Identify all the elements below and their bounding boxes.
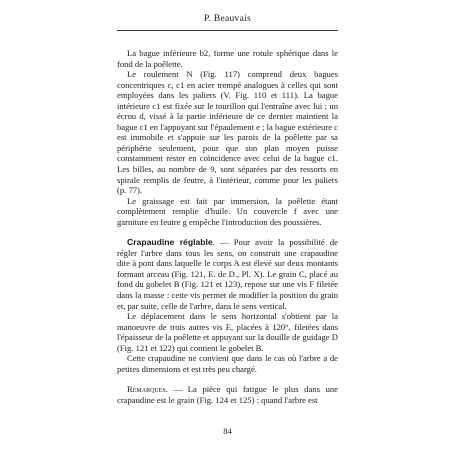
paragraph-bague: La bague inférieure b2, forme une rotule sphérique dans le fond de la poêlette. xyxy=(117,48,338,69)
paragraph-crapaudine xyxy=(117,237,338,311)
running-header: P. Beauvais xyxy=(203,14,252,24)
run-in-heading: Crapaudine réglable xyxy=(127,237,213,248)
text-body xyxy=(117,48,338,406)
paragraph-crapaudine-text: . — Pour avoir la possibilité de régler l'arbre dans tous les sens, on construit une crapaudine dite à pont dans laquelle le corps A est élevé sur deux montants formant arceau (Fig. 121, E. de D., Pl. X). Le grain C, placé au fond du gobelet B (Fig. 121 et 123), repose sur une vis F filetée dans la masse : cette vis permet de modifier la position du grain et, par suite, celle de l'arbre, dans le sens vertical. xyxy=(117,237,339,311)
header-rule xyxy=(117,30,338,31)
paragraph-remarques xyxy=(117,384,338,405)
paragraph-graissage: Le graissage est fait par immersion, la poêlette étant complètement remplie d'huile. Un couvercle f avec une garniture en feutre g empêche l'introduction des poussières. xyxy=(117,195,338,227)
page-number: 84 xyxy=(223,426,232,436)
paragraph-roulement: Le roulement N (Fig. 117) comprend deux bagues concentriques c, c1 en acier trempé analogues à celles qui sont employées dans les paliers (V. Fig. 110 et 111). La bague intérieure c1 est fixée sur le tourillon qui l'entraîne avec lui ; un écrou d, vissé à la partie inférieure de ce dernier maintient la bague c1 en l'appuyant sur l'épaulement e ; la bague extérieure c est immobile et s'appuie sur les parois de la poêlette par sa périphérie seulement, pour que son plan moyen puisse constamment rester en coïncidence avec celui de la bague c1. Les billes, au nombre de 9, sont séparées par des ressorts en spirale remplis de feutre, à l'intérieur, comme pour les paliers (p. 77). xyxy=(117,69,338,196)
paragraph-convient: Cette crapaudine ne convient que dans le cas où l'arbre a de petites dimensions et est très peu chargé. xyxy=(117,353,338,374)
remarques-heading: Remarques xyxy=(127,384,166,395)
paragraph-remarques-text: . — La pièce qui fatigue le plus dans une crapaudine est le grain (Fig. 124 et 125) : quand l'arbre est xyxy=(117,384,338,405)
paragraph-deplacement: Le déplacement dans le sens horizontal s'obtient par la manoeuvre de trois autres vis E, placées à 120°, filetées dans l'épaisseur de la poêlette et appuyant sur la douille de guidage D (Fig. 121 et 122) qui contient le gobelet B. xyxy=(117,311,338,353)
